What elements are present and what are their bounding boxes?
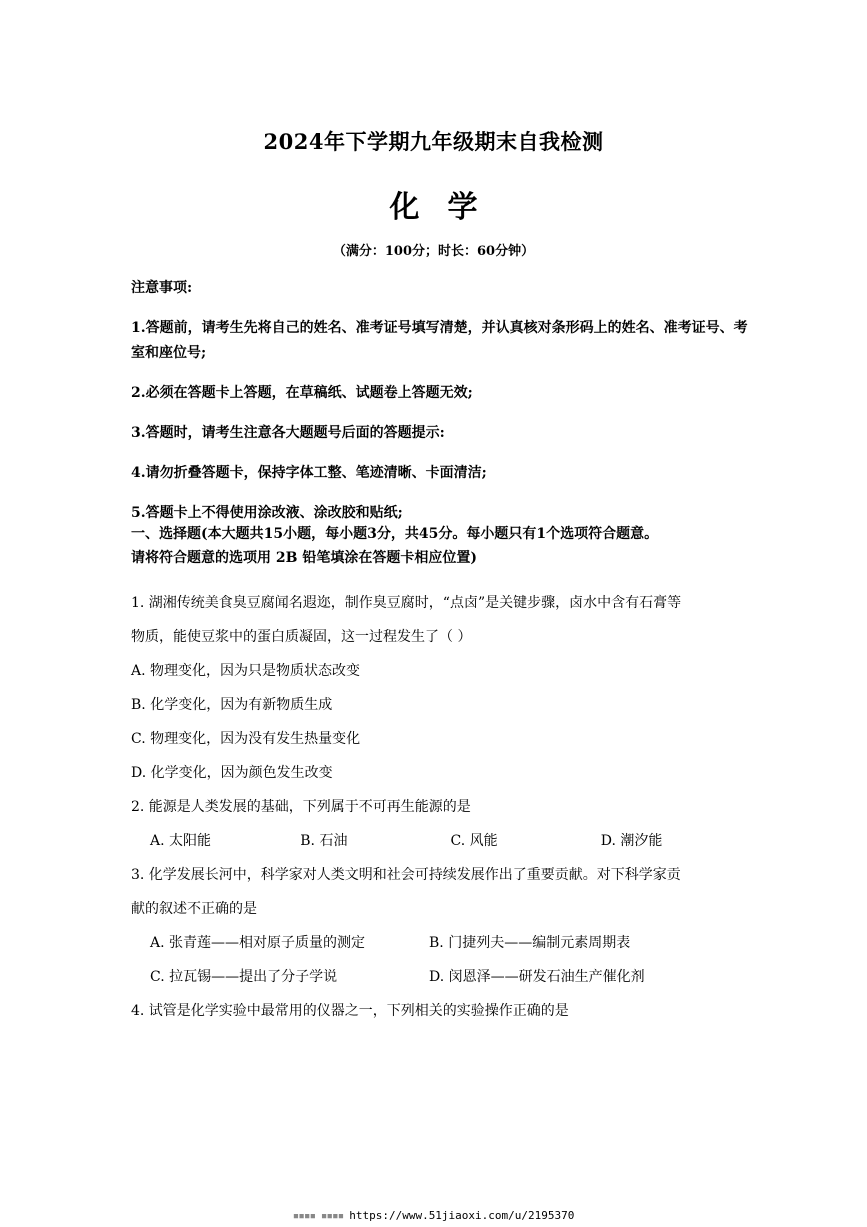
option-b: B. 门捷列夫——编制元素周期表: [429, 935, 631, 951]
section-title-line: 请将符合题意的选项用 2B 铅笔填涂在答题卡相应位置): [131, 550, 477, 566]
question-stem: 2. 能源是人类发展的基础，下列属于不可再生能源的是: [131, 799, 471, 815]
question-stem: 3. 化学发展长河中，科学家对人类文明和社会可持续发展作出了重要贡献。对下科学家贡: [131, 867, 681, 883]
question-3: [131, 858, 751, 994]
option-b: B. 化学变化，因为有新物质生成: [131, 697, 333, 713]
question-stem: 4. 试管是化学实验中最常用的仪器之一，下列相关的实验操作正确的是: [131, 1003, 569, 1019]
exam-meta: （满分：100分；时长：60分钟）: [332, 244, 535, 259]
note-item: 3.答题时，请考生注意各大题题号后面的答题提示:: [131, 425, 445, 441]
question-list: [131, 586, 751, 1028]
option-row: [131, 960, 751, 994]
question-stem: 1. 湖湘传统美食臭豆腐闻名遐迩，制作臭豆腐时，“点卤”是关键步骤，卤水中含有石膏等: [131, 595, 682, 611]
option-a: A. 太阳能: [150, 833, 212, 849]
question-4: [131, 994, 751, 1028]
option-d: D. 化学变化，因为颜色发生改变: [131, 765, 333, 781]
notes-block: [131, 278, 751, 541]
question-2: [131, 790, 751, 858]
note-item: 5.答题卡上不得使用涂改液、涂改胶和贴纸;: [131, 505, 403, 521]
note-item: 2.必须在答题卡上答题，在草稿纸、试题卷上答题无效;: [131, 385, 473, 401]
option-row: [131, 824, 751, 858]
option-row: [131, 926, 751, 960]
option-c: C. 物理变化，因为没有发生热量变化: [131, 731, 361, 747]
option-a: A. 张青莲——相对原子质量的测定: [150, 935, 366, 951]
note-item: 1.答题前，请考生先将自己的姓名、准考证号填写清楚，并认真核对条形码上的姓名、准考证号、考室和座位号;: [131, 320, 748, 361]
exam-title: 2024年下学期九年级期末自我检测: [263, 129, 604, 154]
subject-title: 化学: [389, 190, 506, 225]
option-c: C. 拉瓦锡——提出了分子学说: [150, 969, 338, 985]
notes-heading: 注意事项:: [131, 280, 193, 296]
option-b: B. 石油: [300, 833, 348, 849]
option-c: C. 风能: [450, 833, 498, 849]
question-stem: 献的叙述不正确的是: [131, 901, 257, 917]
section-title-line: 一、选择题(本大题共15小题，每小题3分，共45分。每小题只有1个选项符合题意。: [131, 526, 659, 542]
footer: [0, 1209, 867, 1222]
section-title: [131, 522, 751, 570]
footer-url[interactable]: https://www.51jiaoxi.com/u/2195370: [349, 1209, 575, 1222]
note-item: 4.请勿折叠答题卡，保持字体工整、笔迹清晰、卡面清洁;: [131, 465, 487, 481]
question-1: [131, 586, 751, 790]
footer-mark: ▪▪▪▪ ▪▪▪▪: [292, 1209, 344, 1222]
option-d: D. 闵恩泽——研发石油生产催化剂: [429, 969, 645, 985]
option-a: A. 物理变化，因为只是物质状态改变: [131, 663, 361, 679]
question-stem: 物质，能使豆浆中的蛋白质凝固，这一过程发生了（ ）: [131, 629, 472, 645]
option-d: D. 潮汐能: [600, 833, 663, 849]
